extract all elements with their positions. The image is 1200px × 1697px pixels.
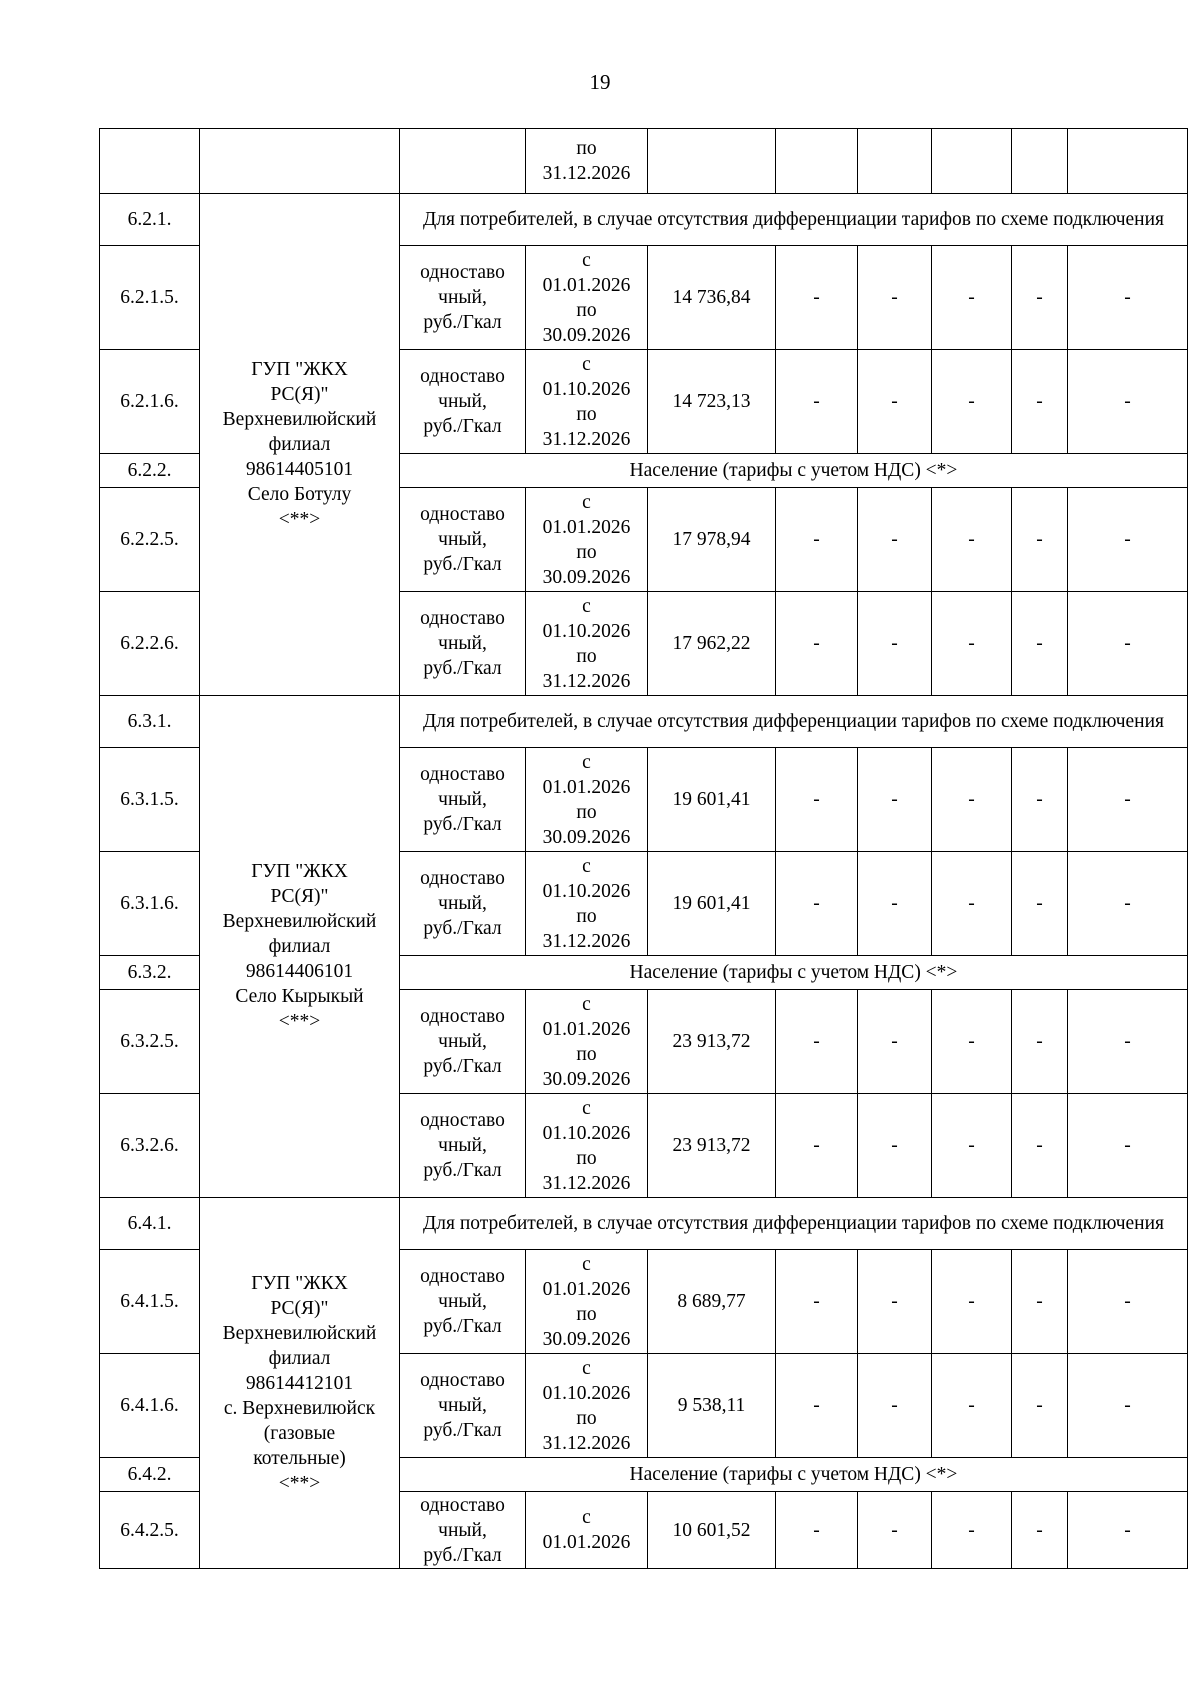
dash-cell: - [1012, 1250, 1068, 1354]
section-row [100, 194, 1188, 246]
tariff-period [526, 246, 648, 350]
dash-cell: - [858, 488, 932, 592]
dash-cell: - [858, 990, 932, 1094]
tariff-value: 10 601,52 [648, 1492, 776, 1569]
tariff-period-line: 01.10.2026 [542, 378, 631, 400]
organization-cell-line: <**> [278, 509, 321, 530]
tariff-period-line: с [582, 249, 591, 271]
tariff-period [526, 1492, 648, 1569]
dash-cell: - [932, 1354, 1012, 1458]
page-number: 19 [589, 70, 611, 94]
dash-cell: - [1068, 1094, 1188, 1198]
dash-cell: - [932, 488, 1012, 592]
tariff-type-line: руб./Гкал [423, 1420, 502, 1441]
tariff-period-line: с [582, 353, 591, 375]
dash-cell: - [1012, 592, 1068, 696]
tariff-period [526, 990, 648, 1094]
period-line: по [576, 138, 597, 159]
tariff-period-line: с [582, 1507, 591, 1528]
organization-cell-line: филиал [268, 434, 331, 455]
tariff-type-line: чный, [438, 1135, 487, 1156]
tariff-type-line: чный, [438, 1519, 487, 1541]
dash-cell: - [1068, 592, 1188, 696]
dash-cell: - [1068, 488, 1188, 592]
section-row [100, 696, 1188, 748]
tariff-period-line: 01.01.2026 [542, 274, 631, 296]
dash-cell: - [1012, 852, 1068, 956]
organization-cell [200, 696, 400, 1198]
tariff-period-line: 30.09.2026 [542, 324, 631, 346]
dash-cell: - [776, 852, 858, 956]
dash-cell: - [858, 1354, 932, 1458]
dash-cell: - [858, 350, 932, 454]
dash-cell: - [776, 246, 858, 350]
row-code: 6.2.2.5. [100, 488, 200, 592]
tariff-value: 23 913,72 [648, 990, 776, 1094]
tariff-type-line: руб./Гкал [423, 416, 502, 437]
tariff-period-line: 01.01.2026 [542, 516, 631, 538]
tariff-type-line: одноставо [420, 262, 505, 283]
tariff-period-line: с [582, 855, 591, 877]
tariff-period-line: с [582, 1357, 591, 1379]
tariff-type-line: руб./Гкал [423, 554, 502, 575]
dash-cell: - [776, 488, 858, 592]
cell-value [648, 129, 776, 194]
tariff-type-line: одноставо [420, 1110, 505, 1131]
dash-cell: - [1068, 350, 1188, 454]
tariff-period-line: 31.12.2026 [542, 1172, 631, 1194]
tariff-period-line: 30.09.2026 [542, 1328, 631, 1350]
tariff-type-line: руб./Гкал [423, 1544, 502, 1566]
dash-cell: - [858, 1094, 932, 1198]
tariff-type-line: чный, [438, 287, 487, 308]
dash-cell: - [776, 1492, 858, 1569]
tariff-type-line: одноставо [420, 366, 505, 387]
dash-cell: - [776, 748, 858, 852]
cell-type [400, 129, 526, 194]
section-code: 6.4.1. [100, 1198, 200, 1250]
dash-cell: - [858, 748, 932, 852]
tariff-period-line: 31.12.2026 [542, 1432, 631, 1454]
tariff-period [526, 1094, 648, 1198]
tariff-period-line: по [576, 299, 597, 321]
tariff-type-line: руб./Гкал [423, 312, 502, 333]
row-code: 6.4.1.5. [100, 1250, 200, 1354]
dash-cell: - [776, 1250, 858, 1354]
tariff-type-line: чный, [438, 789, 487, 810]
tariff-period-line: с [582, 1253, 591, 1275]
tariff-type-line: одноставо [420, 1370, 505, 1391]
cell-dash [1012, 129, 1068, 194]
tariff-type-line: руб./Гкал [423, 658, 502, 679]
dash-cell: - [1012, 748, 1068, 852]
organization-cell-line: филиал [268, 936, 331, 957]
tariff-type-line: руб./Гкал [423, 1316, 502, 1337]
section-title: Население (тарифы с учетом НДС) <*> [400, 1458, 1188, 1492]
tariff-period-line: по [576, 645, 597, 667]
dash-cell: - [932, 1250, 1012, 1354]
organization-cell-line: Верхневилюйский [222, 1322, 377, 1344]
cell-dash [776, 129, 858, 194]
tariff-period-line: 01.01.2026 [542, 1018, 631, 1040]
organization-cell [200, 194, 400, 696]
cell-period [526, 129, 648, 194]
dash-cell: - [1068, 246, 1188, 350]
tariff-period-line: по [576, 1407, 597, 1429]
tariff-type [400, 1354, 526, 1458]
tariff-period-line: по [576, 1043, 597, 1065]
dash-cell: - [1012, 350, 1068, 454]
dash-cell: - [776, 1354, 858, 1458]
row-code: 6.3.1.5. [100, 748, 200, 852]
dash-cell: - [776, 350, 858, 454]
dash-cell: - [932, 748, 1012, 852]
tariff-period-line: по [576, 905, 597, 927]
dash-cell: - [932, 350, 1012, 454]
tariff-period-line: 01.01.2026 [542, 1532, 631, 1553]
tariff-period-line: с [582, 751, 591, 773]
dash-cell: - [932, 1094, 1012, 1198]
organization-cell-line: РС(Я)" [270, 384, 329, 405]
tariff-type-line: руб./Гкал [423, 1056, 502, 1077]
tariff-type [400, 488, 526, 592]
row-code: 6.4.1.6. [100, 1354, 200, 1458]
organization-cell-line: 98614412101 [245, 1372, 354, 1394]
tariff-period-line: 30.09.2026 [542, 826, 631, 848]
tariff-value: 19 601,41 [648, 852, 776, 956]
organization-cell-line: 98614405101 [245, 459, 354, 480]
tariff-type-line: чный, [438, 633, 487, 654]
row-code: 6.2.1.6. [100, 350, 200, 454]
section-code: 6.4.2. [100, 1458, 200, 1492]
tariff-period-line: 01.10.2026 [542, 1122, 631, 1144]
section-code: 6.2.1. [100, 194, 200, 246]
tariff-period-line: по [576, 541, 597, 563]
tariff-period-line: 31.12.2026 [542, 930, 631, 952]
tariff-type [400, 1492, 526, 1569]
period-line: 31.12.2026 [542, 163, 631, 184]
tariff-period-line: 01.10.2026 [542, 1382, 631, 1404]
organization-cell-line: Верхневилюйский [222, 409, 377, 430]
section-code: 6.2.2. [100, 454, 200, 488]
dash-cell: - [932, 592, 1012, 696]
dash-cell: - [776, 1094, 858, 1198]
tariff-type-line: руб./Гкал [423, 1160, 502, 1181]
organization-cell-line: <**> [278, 1011, 321, 1032]
table-body [100, 129, 1188, 1569]
tariff-period-line: по [576, 1303, 597, 1325]
organization-cell [200, 1198, 400, 1569]
tariff-period-line: 01.01.2026 [542, 776, 631, 798]
tariff-type [400, 1094, 526, 1198]
organization-cell-line: 98614406101 [245, 961, 354, 982]
dash-cell: - [1012, 1354, 1068, 1458]
dash-cell: - [932, 246, 1012, 350]
cell-dash [858, 129, 932, 194]
row-code: 6.2.2.6. [100, 592, 200, 696]
organization-cell-line: ГУП "ЖКХ [251, 359, 348, 380]
tariff-type [400, 1250, 526, 1354]
tariff-type [400, 852, 526, 956]
tariff-period [526, 488, 648, 592]
tariff-value: 9 538,11 [648, 1354, 776, 1458]
dash-cell: - [1012, 246, 1068, 350]
tariff-period-line: 01.10.2026 [542, 620, 631, 642]
dash-cell: - [932, 852, 1012, 956]
tariff-type-line: одноставо [420, 1006, 505, 1027]
tariff-type [400, 350, 526, 454]
tariff-type [400, 246, 526, 350]
tariff-table [99, 128, 1188, 1569]
tariff-type-line: чный, [438, 1031, 487, 1052]
tariff-type-line: одноставо [420, 1266, 505, 1287]
section-title: Для потребителей, в случае отсутствия дифференциации тарифов по схеме подключения [400, 194, 1188, 246]
tariff-period-line: с [582, 993, 591, 1015]
section-row [100, 1198, 1188, 1250]
tariff-value: 17 962,22 [648, 592, 776, 696]
dash-cell: - [858, 852, 932, 956]
row-code: 6.3.1.6. [100, 852, 200, 956]
tariff-period-line: с [582, 595, 591, 617]
tariff-period-line: 01.01.2026 [542, 1278, 631, 1300]
tariff-period-line: 01.10.2026 [542, 880, 631, 902]
tariff-period-line: по [576, 403, 597, 425]
tariff-type [400, 592, 526, 696]
dash-cell: - [1068, 990, 1188, 1094]
tariff-value: 17 978,94 [648, 488, 776, 592]
tariff-type-line: чный, [438, 529, 487, 550]
continuation-row [100, 129, 1188, 194]
tariff-type [400, 990, 526, 1094]
section-title: Население (тарифы с учетом НДС) <*> [400, 454, 1188, 488]
dash-cell: - [1068, 1354, 1188, 1458]
tariff-type [400, 748, 526, 852]
organization-cell-line: с. Верхневилюйск [223, 1397, 376, 1419]
dash-cell: - [776, 592, 858, 696]
section-code: 6.3.1. [100, 696, 200, 748]
dash-cell: - [932, 990, 1012, 1094]
organization-cell-line: ГУП "ЖКХ [251, 1272, 348, 1294]
tariff-period-line: по [576, 801, 597, 823]
dash-cell: - [1068, 1492, 1188, 1569]
tariff-value: 23 913,72 [648, 1094, 776, 1198]
tariff-type-line: руб./Гкал [423, 814, 502, 835]
dash-cell: - [932, 1492, 1012, 1569]
tariff-period-line: с [582, 491, 591, 513]
dash-cell: - [1012, 990, 1068, 1094]
dash-cell: - [1012, 1492, 1068, 1569]
cell-dash [1068, 129, 1188, 194]
tariff-value: 8 689,77 [648, 1250, 776, 1354]
tariff-period-line: 30.09.2026 [542, 1068, 631, 1090]
tariff-period [526, 1250, 648, 1354]
tariff-type-line: одноставо [420, 504, 505, 525]
tariff-type-line: одноставо [420, 764, 505, 785]
dash-cell: - [1068, 852, 1188, 956]
dash-cell: - [1068, 748, 1188, 852]
tariff-type-line: чный, [438, 1291, 487, 1312]
tariff-value: 19 601,41 [648, 748, 776, 852]
section-title: Население (тарифы с учетом НДС) <*> [400, 956, 1188, 990]
dash-cell: - [858, 592, 932, 696]
organization-cell-line: ГУП "ЖКХ [251, 861, 348, 882]
tariff-type-line: одноставо [420, 608, 505, 629]
tariff-period-line: с [582, 1097, 591, 1119]
dash-cell: - [858, 246, 932, 350]
tariff-type-line: одноставо [420, 1494, 505, 1516]
organization-cell-line: РС(Я)" [270, 886, 329, 907]
row-code: 6.3.2.5. [100, 990, 200, 1094]
dash-cell: - [1012, 488, 1068, 592]
dash-cell: - [1012, 1094, 1068, 1198]
tariff-period [526, 852, 648, 956]
cell-dash [932, 129, 1012, 194]
tariff-type-line: чный, [438, 391, 487, 412]
cell-code [100, 129, 200, 194]
section-code: 6.3.2. [100, 956, 200, 990]
tariff-period-line: 30.09.2026 [542, 566, 631, 588]
tariff-value: 14 723,13 [648, 350, 776, 454]
dash-cell: - [858, 1492, 932, 1569]
tariff-period [526, 592, 648, 696]
organization-cell-line: (газовые [263, 1422, 336, 1444]
tariff-value: 14 736,84 [648, 246, 776, 350]
row-code: 6.4.2.5. [100, 1492, 200, 1569]
tariff-period-line: по [576, 1147, 597, 1169]
dash-cell: - [858, 1250, 932, 1354]
tariff-period [526, 350, 648, 454]
cell-org [200, 129, 400, 194]
tariff-period [526, 1354, 648, 1458]
organization-cell-line: филиал [268, 1347, 331, 1369]
tariff-type-line: руб./Гкал [423, 918, 502, 939]
organization-cell-line: Село Кырыкый [235, 986, 364, 1007]
organization-cell-line: РС(Я)" [270, 1297, 329, 1319]
tariff-period [526, 748, 648, 852]
row-code: 6.3.2.6. [100, 1094, 200, 1198]
organization-cell-line: котельные) [253, 1447, 346, 1469]
dash-cell: - [776, 990, 858, 1094]
tariff-type-line: чный, [438, 1395, 487, 1416]
organization-cell-line: Село Ботулу [247, 484, 352, 505]
tariff-period-line: 31.12.2026 [542, 428, 631, 450]
tariff-type-line: одноставо [420, 868, 505, 889]
tariff-type-line: чный, [438, 893, 487, 914]
section-title: Для потребителей, в случае отсутствия дифференциации тарифов по схеме подключения [400, 696, 1188, 748]
organization-cell-line: <**> [278, 1472, 321, 1494]
tariff-period-line: 31.12.2026 [542, 670, 631, 692]
section-title: Для потребителей, в случае отсутствия дифференциации тарифов по схеме подключения [400, 1198, 1188, 1250]
row-code: 6.2.1.5. [100, 246, 200, 350]
dash-cell: - [1068, 1250, 1188, 1354]
organization-cell-line: Верхневилюйский [222, 911, 377, 932]
